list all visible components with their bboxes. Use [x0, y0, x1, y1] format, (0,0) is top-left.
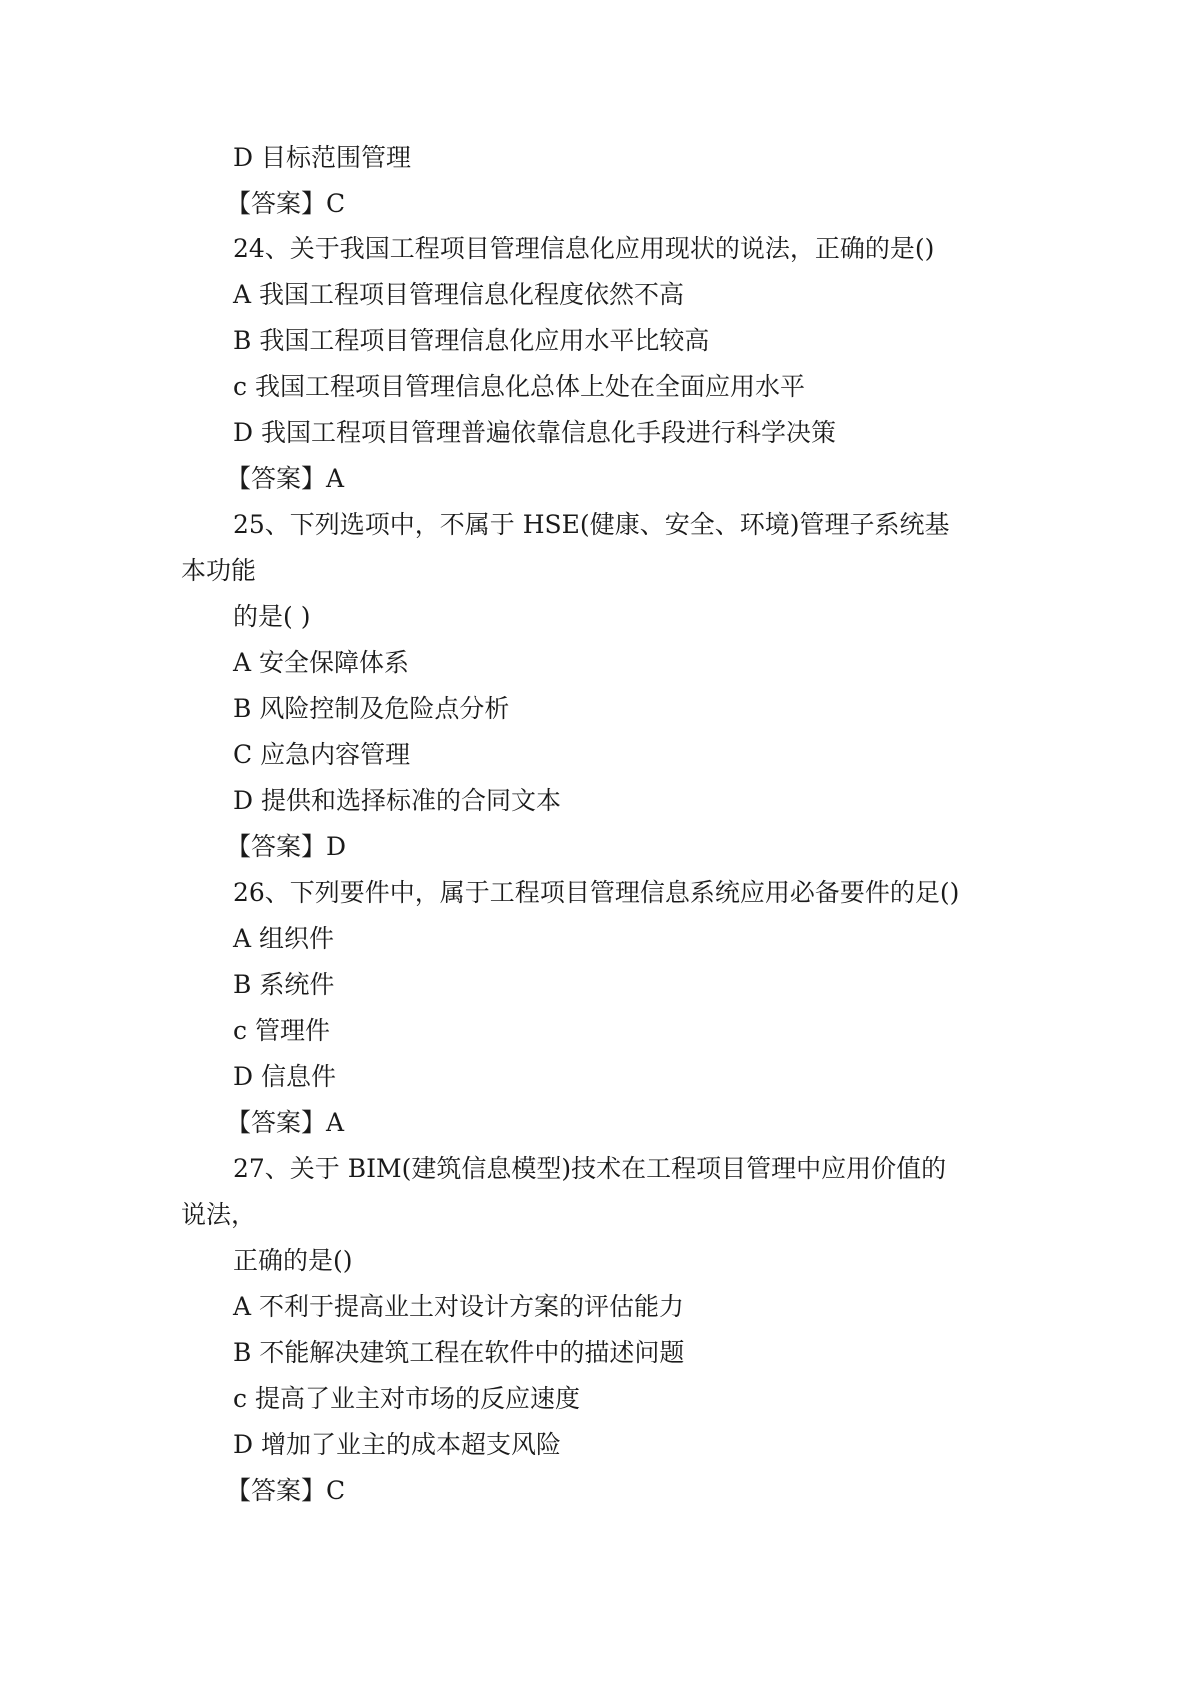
- option-line: A 不利于提高业土对设计方案的评估能力: [233, 1292, 685, 1321]
- option-line: c 管理件: [233, 1016, 330, 1045]
- option-line: B 不能解决建筑工程在软件中的描述问题: [233, 1338, 685, 1367]
- option-line: A 组织件: [233, 924, 335, 953]
- option-line: B 风险控制及危险点分析: [233, 694, 510, 723]
- option-line: D 我国工程项目管理普遍依靠信息化手段进行科学决策: [233, 418, 836, 447]
- option-line: c 我国工程项目管理信息化总体上处在全面应用水平: [233, 372, 805, 401]
- question-line-continued: 正确的是(): [233, 1246, 353, 1275]
- option-line: B 系统件: [233, 970, 335, 999]
- option-line: D 提供和选择标准的合同文本: [233, 786, 561, 815]
- question-line-continued: 本功能: [181, 556, 257, 585]
- option-line: A 我国工程项目管理信息化程度依然不高: [233, 280, 685, 309]
- question-line-continued: 的是( ): [233, 602, 311, 631]
- question-line: 25、下列选项中，不属于 HSE(健康、安全、环境)管理子系统基: [233, 510, 950, 539]
- question-line: 24、关于我国工程项目管理信息化应用现状的说法，正确的是(): [233, 234, 935, 263]
- answer-line: 【答案】D: [226, 832, 347, 861]
- option-line: D 信息件: [233, 1062, 336, 1091]
- question-line: 26、下列要件中，属于工程项目管理信息系统应用必备要件的足(): [233, 878, 960, 907]
- answer-line: 【答案】A: [226, 1108, 345, 1137]
- option-line: c 提高了业主对市场的反应速度: [233, 1384, 580, 1413]
- option-line: C 应急内容管理: [233, 740, 411, 769]
- option-line: D 增加了业主的成本超支风险: [233, 1430, 561, 1459]
- option-line: D 目标范围管理: [233, 143, 411, 172]
- question-line: 27、关于 BIM(建筑信息模型)技术在工程项目管理中应用价值的: [233, 1154, 947, 1183]
- option-line: A 安全保障体系: [233, 648, 410, 677]
- answer-line: 【答案】C: [226, 1476, 346, 1505]
- answer-line: 【答案】A: [226, 464, 345, 493]
- question-line-continued: 说法，: [181, 1200, 257, 1229]
- answer-line: 【答案】C: [226, 189, 346, 218]
- option-line: B 我国工程项目管理信息化应用水平比较高: [233, 326, 710, 355]
